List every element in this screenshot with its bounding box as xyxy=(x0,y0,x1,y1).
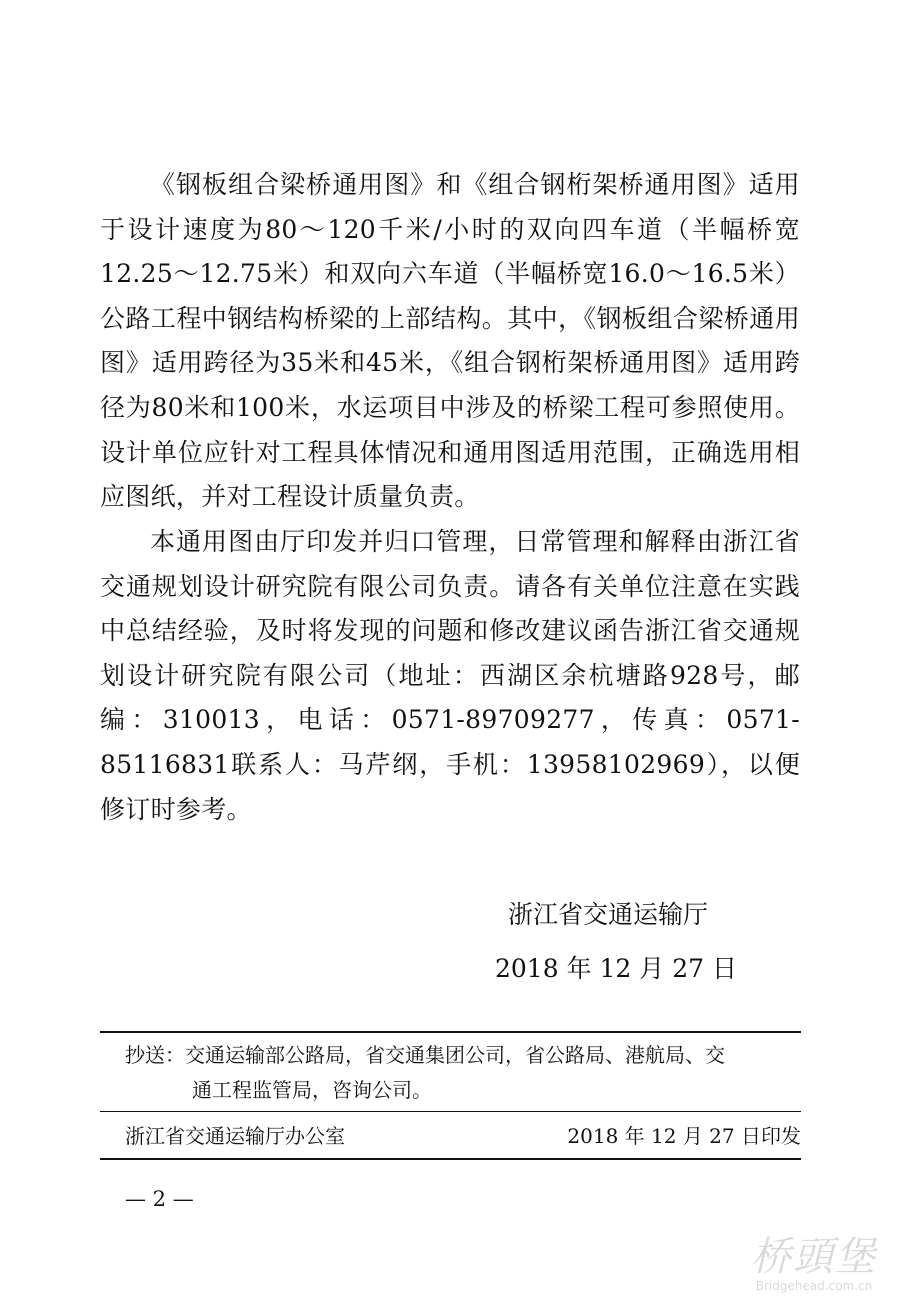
body-paragraph-scope: 《钢板组合梁桥通用图》和《组合钢桁架桥通用图》适用于设计速度为80～120千米/小时的双向四车道（半幅桥宽12.25～12.75米）和双向六车道（半幅桥宽16.0～16.5米）公路工程中钢结构桥梁的上部结构。其中，《钢板组合梁桥通用图》适用跨径为35米和45米，《组合钢桁架桥通用图》适用跨径为80米和100米，水运项目中涉及的桥梁工程可参照使用。设计单位应针对工程具体情况和通用图适用范围，正确选用相应图纸，并对工程设计质量负责。 xyxy=(100,170,800,512)
cc-middle-rule xyxy=(100,1111,801,1112)
page-number: — 2 — xyxy=(125,1187,194,1211)
cc-top-rule xyxy=(100,1031,801,1033)
signature-date: 2018 年 12 月 27 日 xyxy=(495,954,737,983)
issue-date: 2018 年 12 月 27 日印发 xyxy=(567,1124,801,1148)
cc-recipients-line1: 抄送：交通运输部公路局，省交通集团公司，省公路局、港航局、交 xyxy=(125,1043,725,1067)
watermark xyxy=(751,1235,877,1293)
watermark-logo: 桥頭堡 xyxy=(751,1234,877,1280)
cc-recipients-line2: 通工程监管局，咨询公司。 xyxy=(192,1078,432,1102)
signature-organization: 浙江省交通运输厅 xyxy=(508,900,709,929)
issuing-office: 浙江省交通运输厅办公室 xyxy=(125,1124,345,1148)
body-paragraph-management: 本通用图由厅印发并归口管理，日常管理和解释由浙江省交通规划设计研究院有限公司负责。请各有关单位注意在实践中总结经验，及时将发现的问题和修改建议函告浙江省交通规划设计研究院有限公司（地址：西湖区余杭塘路928号，邮编：310013，电话：0571-89709277，传真：0571-85116831联系人：马芹纲，手机：13958102969），以便修订时参考。 xyxy=(100,527,800,824)
watermark-site: Bridgehead.com.cn xyxy=(755,1279,873,1293)
cc-bottom-rule xyxy=(100,1158,801,1160)
